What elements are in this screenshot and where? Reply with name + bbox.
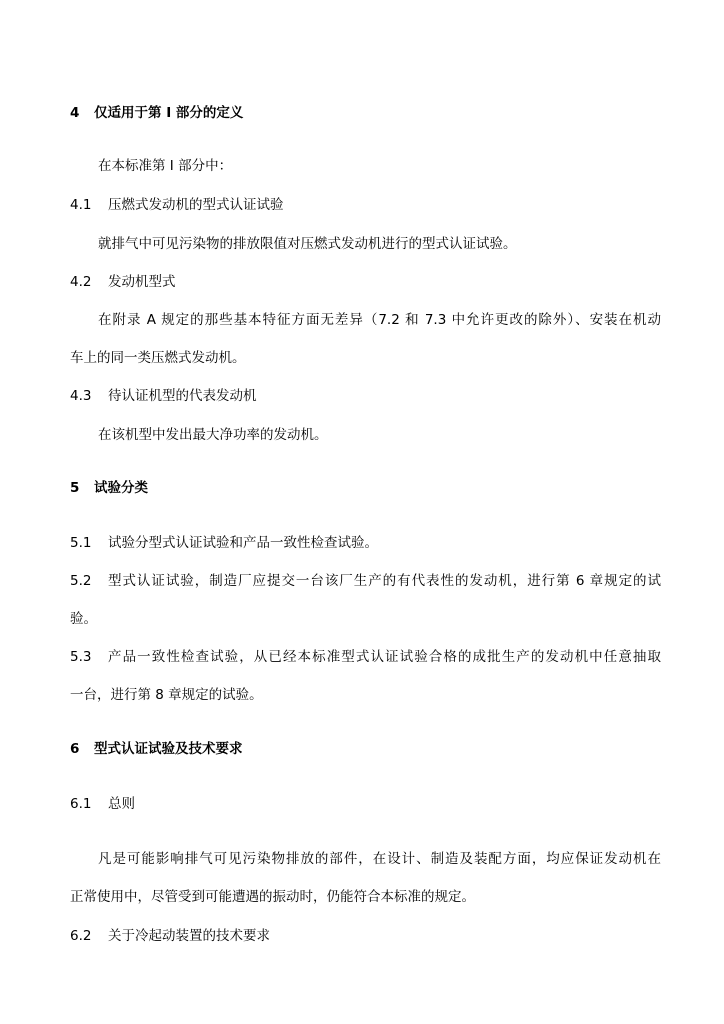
section-number: 6 [70, 741, 80, 757]
section-number: 4.2 [70, 274, 92, 290]
section-number: 4.1 [70, 197, 92, 213]
section-4-heading [70, 104, 243, 122]
section-5-1 [70, 534, 378, 552]
section-4-2-body-line-1: 在附录 A 规定的那些基本特征方面无差异（7.2 和 7.3 中允许更改的除外）、安装在机动 [98, 312, 661, 328]
section-5-3-line-1 [70, 648, 661, 666]
section-6-1-heading [70, 795, 135, 813]
section-text: 型式认证试验，制造厂应提交一台该厂生产的有代表性的发动机，进行第 6 章规定的试 [108, 573, 661, 589]
section-text: 试验分型式认证试验和产品一致性检查试验。 [108, 535, 378, 551]
section-title: 试验分类 [94, 480, 148, 496]
section-4-1-heading [70, 196, 284, 214]
section-5-2-line-2: 验。 [70, 611, 97, 627]
section-6-heading [70, 740, 243, 758]
section-title: 发动机型式 [108, 274, 176, 290]
section-number: 4.3 [70, 388, 92, 404]
section-title: 型式认证试验及技术要求 [94, 741, 243, 757]
section-5-heading [70, 479, 148, 497]
section-title: 待认证机型的代表发动机 [108, 388, 257, 404]
section-6-1-body-line-1: 凡是可能影响排气可见污染物排放的部件，在设计、制造及装配方面，均应保证发动机在 [98, 851, 661, 867]
section-4-2-heading [70, 273, 176, 291]
section-title: 总则 [108, 796, 135, 812]
section-text: 产品一致性检查试验，从已经本标准型式认证试验合格的成批生产的发动机中任意抽取 [108, 649, 661, 665]
section-number: 5.3 [70, 649, 92, 665]
section-number: 6.2 [70, 928, 92, 944]
section-6-1-body-line-2: 正常使用中，尽管受到可能遭遇的振动时，仍能符合本标准的规定。 [70, 889, 475, 905]
section-5-2-line-1 [70, 572, 661, 590]
section-title: 关于冷起动装置的技术要求 [108, 928, 270, 944]
section-4-1-body: 就排气中可见污染物的排放限值对压燃式发动机进行的型式认证试验。 [98, 236, 517, 252]
section-number: 5.2 [70, 573, 92, 589]
section-number: 5.1 [70, 535, 92, 551]
section-6-2-heading [70, 927, 270, 945]
section-number: 6.1 [70, 796, 92, 812]
section-4-2-body-line-2: 车上的同一类压燃式发动机。 [70, 350, 246, 366]
section-title: 压燃式发动机的型式认证试验 [108, 197, 284, 213]
section-4-3-body: 在该机型中发出最大净功率的发动机。 [98, 427, 328, 443]
section-5-3-line-2: 一台，进行第 8 章规定的试验。 [70, 687, 263, 703]
section-title: 仅适用于第 I 部分的定义 [94, 105, 244, 121]
section-4-3-heading [70, 387, 257, 405]
section-4-intro: 在本标准第 I 部分中： [98, 158, 233, 174]
section-number: 4 [70, 105, 80, 121]
section-number: 5 [70, 480, 80, 496]
